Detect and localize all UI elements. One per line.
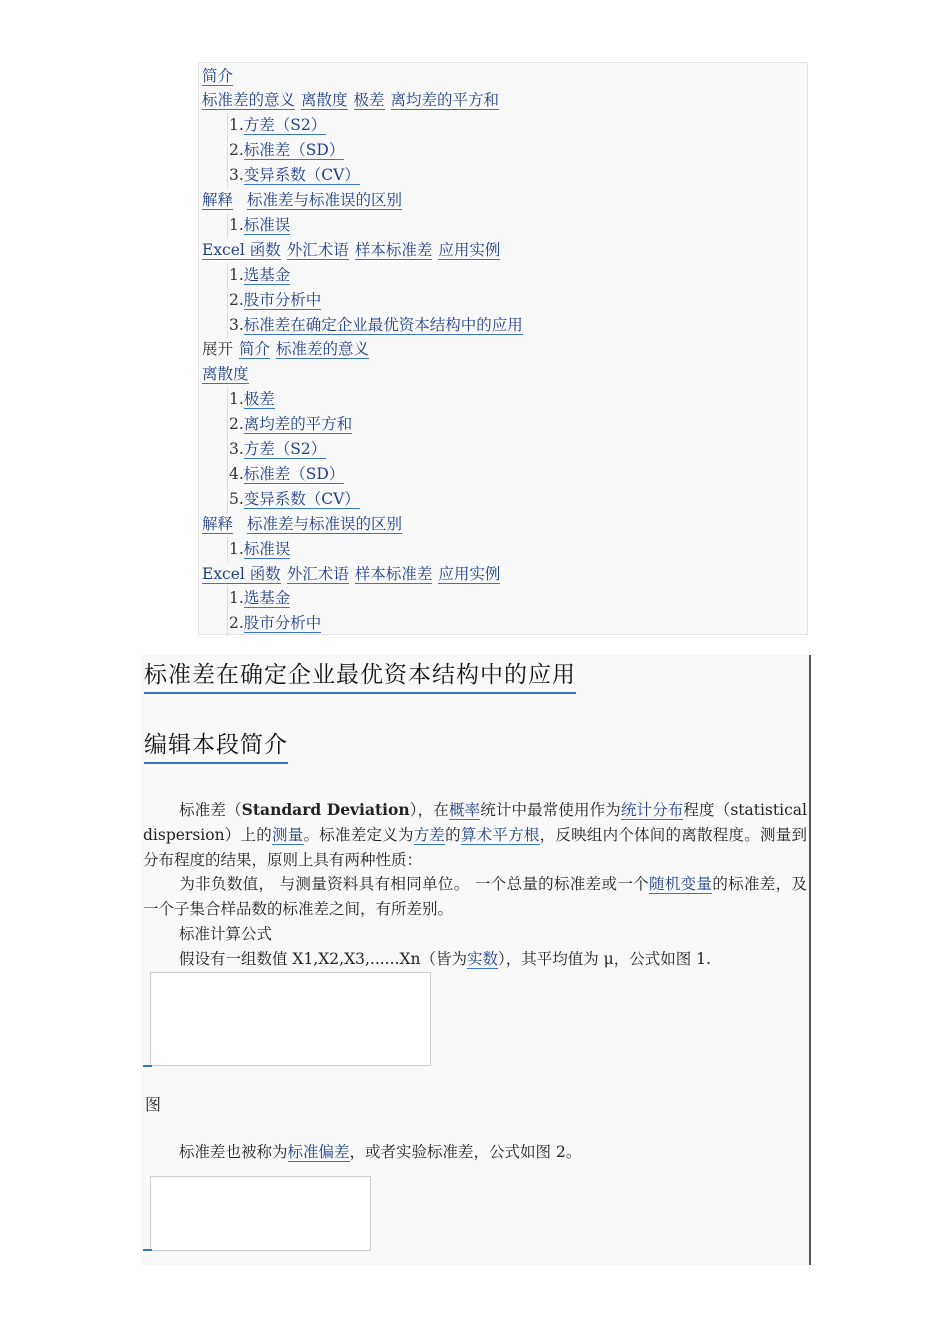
paragraph-assumption: 假设有一组数值 X1,X2,X3,......Xn（皆为实数），其平均值为 μ，公式如图 1. [179, 950, 711, 968]
link-measurement[interactable]: 测量 [272, 826, 304, 844]
toc-link[interactable]: 离散度 [202, 365, 249, 384]
article-body [141, 655, 811, 1265]
paragraph-formula-title: 标准计算公式 [179, 925, 273, 943]
toc-number: 1. [229, 215, 244, 234]
toc-row [202, 562, 500, 587]
toc-row [229, 387, 275, 412]
toc-link[interactable]: Excel 函数 [202, 240, 281, 259]
toc-link[interactable]: 外汇术语 [286, 564, 349, 583]
toc-number: 1. [229, 539, 244, 558]
toc-link[interactable]: 标准差在确定企业最优资本结构中的应用 [243, 315, 523, 334]
toc-row [229, 113, 326, 138]
toc-link[interactable]: 标准差与标准误的区别 [247, 191, 403, 209]
toc-link[interactable]: 股市分析中 [243, 614, 322, 633]
toc-link[interactable]: 选基金 [243, 265, 291, 284]
toc-row [202, 512, 402, 537]
toc-number: 3. [229, 315, 244, 334]
link-real-number[interactable]: 实数 [466, 950, 498, 968]
toc-link[interactable]: 标准差（SD） [243, 141, 345, 160]
paragraph-properties: 为非负数值， 与测量资料具有相同单位。 一个总量的标准差或一个随机变量的标准差，及一个子集合样品数的标准差之间，有所差别。 [143, 875, 807, 918]
figure-label: 图 [145, 1095, 162, 1114]
toc-row [229, 138, 344, 163]
formula-image-2 [150, 1176, 371, 1251]
link-arithmetic-square-root[interactable]: 算术平方根 [460, 826, 540, 844]
toc-number: 1. [229, 116, 244, 135]
section-heading-intro: 编辑本段简介 [144, 730, 288, 764]
section-heading-capital-structure: 标准差在确定企业最优资本结构中的应用 [144, 660, 576, 694]
toc-link[interactable]: 应用实例 [438, 240, 501, 259]
link-statistical-distribution[interactable]: 统计分布 [620, 801, 684, 819]
toc-link[interactable]: 标准误 [243, 539, 291, 558]
toc-row [229, 611, 321, 636]
toc-row [229, 586, 290, 611]
toc-row [229, 537, 290, 562]
toc-number: 4. [229, 464, 244, 483]
toc-link[interactable]: 离散度 [301, 91, 348, 110]
link-random-variable[interactable]: 随机变量 [648, 875, 713, 893]
toc-link[interactable]: 极差 [243, 390, 275, 409]
toc-row [229, 487, 360, 512]
toc-row [229, 412, 352, 437]
toc-row [202, 88, 499, 113]
toc-number: 2. [229, 290, 244, 309]
paragraph-definition: 标准差（Standard Deviation），在概率统计中最常使用作为统计分布程度（statistical dispersion）上的测量。标准差定义为方差的算术平方根，反映组内个体间的离散程度。测量到分布程度的结果，原则上具有两种性质： [143, 800, 807, 869]
toc-link[interactable]: 标准误 [243, 215, 291, 234]
toc-number: 3. [229, 440, 244, 458]
toc-row [229, 288, 321, 313]
toc-number: 2. [229, 415, 244, 434]
toc-number: 3. [229, 166, 244, 185]
image-link-marker[interactable] [143, 1065, 152, 1067]
toc-link[interactable]: 标准差（SD） [243, 464, 345, 483]
toc-expand-label[interactable]: 展开 [202, 340, 234, 359]
toc-link[interactable]: 变异系数（CV） [243, 166, 360, 185]
toc-number: 1. [229, 589, 244, 608]
toc-link[interactable]: 方差（S2） [243, 440, 327, 458]
formula-image-1 [150, 972, 431, 1066]
link-variance[interactable]: 方差 [413, 826, 446, 844]
image-link-marker[interactable] [143, 1249, 152, 1251]
toc-row [229, 313, 523, 338]
toc-row [229, 213, 290, 238]
toc-number: 2. [229, 141, 244, 160]
toc-link[interactable]: 选基金 [243, 589, 291, 608]
toc-number: 5. [229, 489, 244, 508]
toc-link[interactable]: 股市分析中 [243, 290, 322, 309]
toc-number: 1. [229, 265, 244, 284]
toc-number: 2. [229, 614, 244, 633]
toc-row [229, 263, 290, 288]
toc-link[interactable]: 方差（S2） [243, 116, 327, 135]
toc-row [229, 163, 360, 188]
toc-row [202, 64, 233, 89]
toc-link[interactable]: Excel 函数 [202, 564, 281, 583]
table-of-contents [198, 62, 808, 635]
toc-number: 1. [229, 390, 244, 409]
toc-link[interactable]: 应用实例 [438, 564, 501, 583]
toc-link[interactable]: 样本标准差 [354, 240, 433, 259]
toc-row [229, 462, 344, 487]
toc-link[interactable]: 离均差的平方和 [243, 415, 353, 434]
toc-link[interactable]: 标准差的意义 [202, 91, 296, 110]
toc-link[interactable]: 简介 [239, 340, 271, 359]
toc-row [202, 362, 249, 387]
toc-row [202, 337, 369, 362]
toc-link[interactable]: 简介 [202, 66, 234, 85]
toc-link[interactable]: 样本标准差 [354, 564, 433, 583]
toc-link[interactable]: 变异系数（CV） [243, 489, 360, 508]
toc-row [229, 437, 326, 462]
toc-link[interactable]: 极差 [353, 91, 385, 110]
paragraph-std-deviation-alias: 标准差也被称为标准偏差，或者实验标准差，公式如图 2。 [179, 1143, 582, 1161]
link-standard-deviation[interactable]: 标准偏差 [287, 1143, 350, 1161]
toc-row [202, 238, 500, 263]
link-probability[interactable]: 概率 [448, 801, 481, 819]
toc-link[interactable]: 解释 [202, 191, 234, 209]
toc-row [202, 188, 402, 213]
toc-link[interactable]: 标准差的意义 [276, 340, 370, 359]
toc-link[interactable]: 离均差的平方和 [390, 91, 500, 110]
toc-link[interactable]: 解释 [202, 514, 234, 533]
toc-link[interactable]: 标准差与标准误的区别 [247, 514, 403, 533]
toc-link[interactable]: 外汇术语 [286, 240, 349, 259]
